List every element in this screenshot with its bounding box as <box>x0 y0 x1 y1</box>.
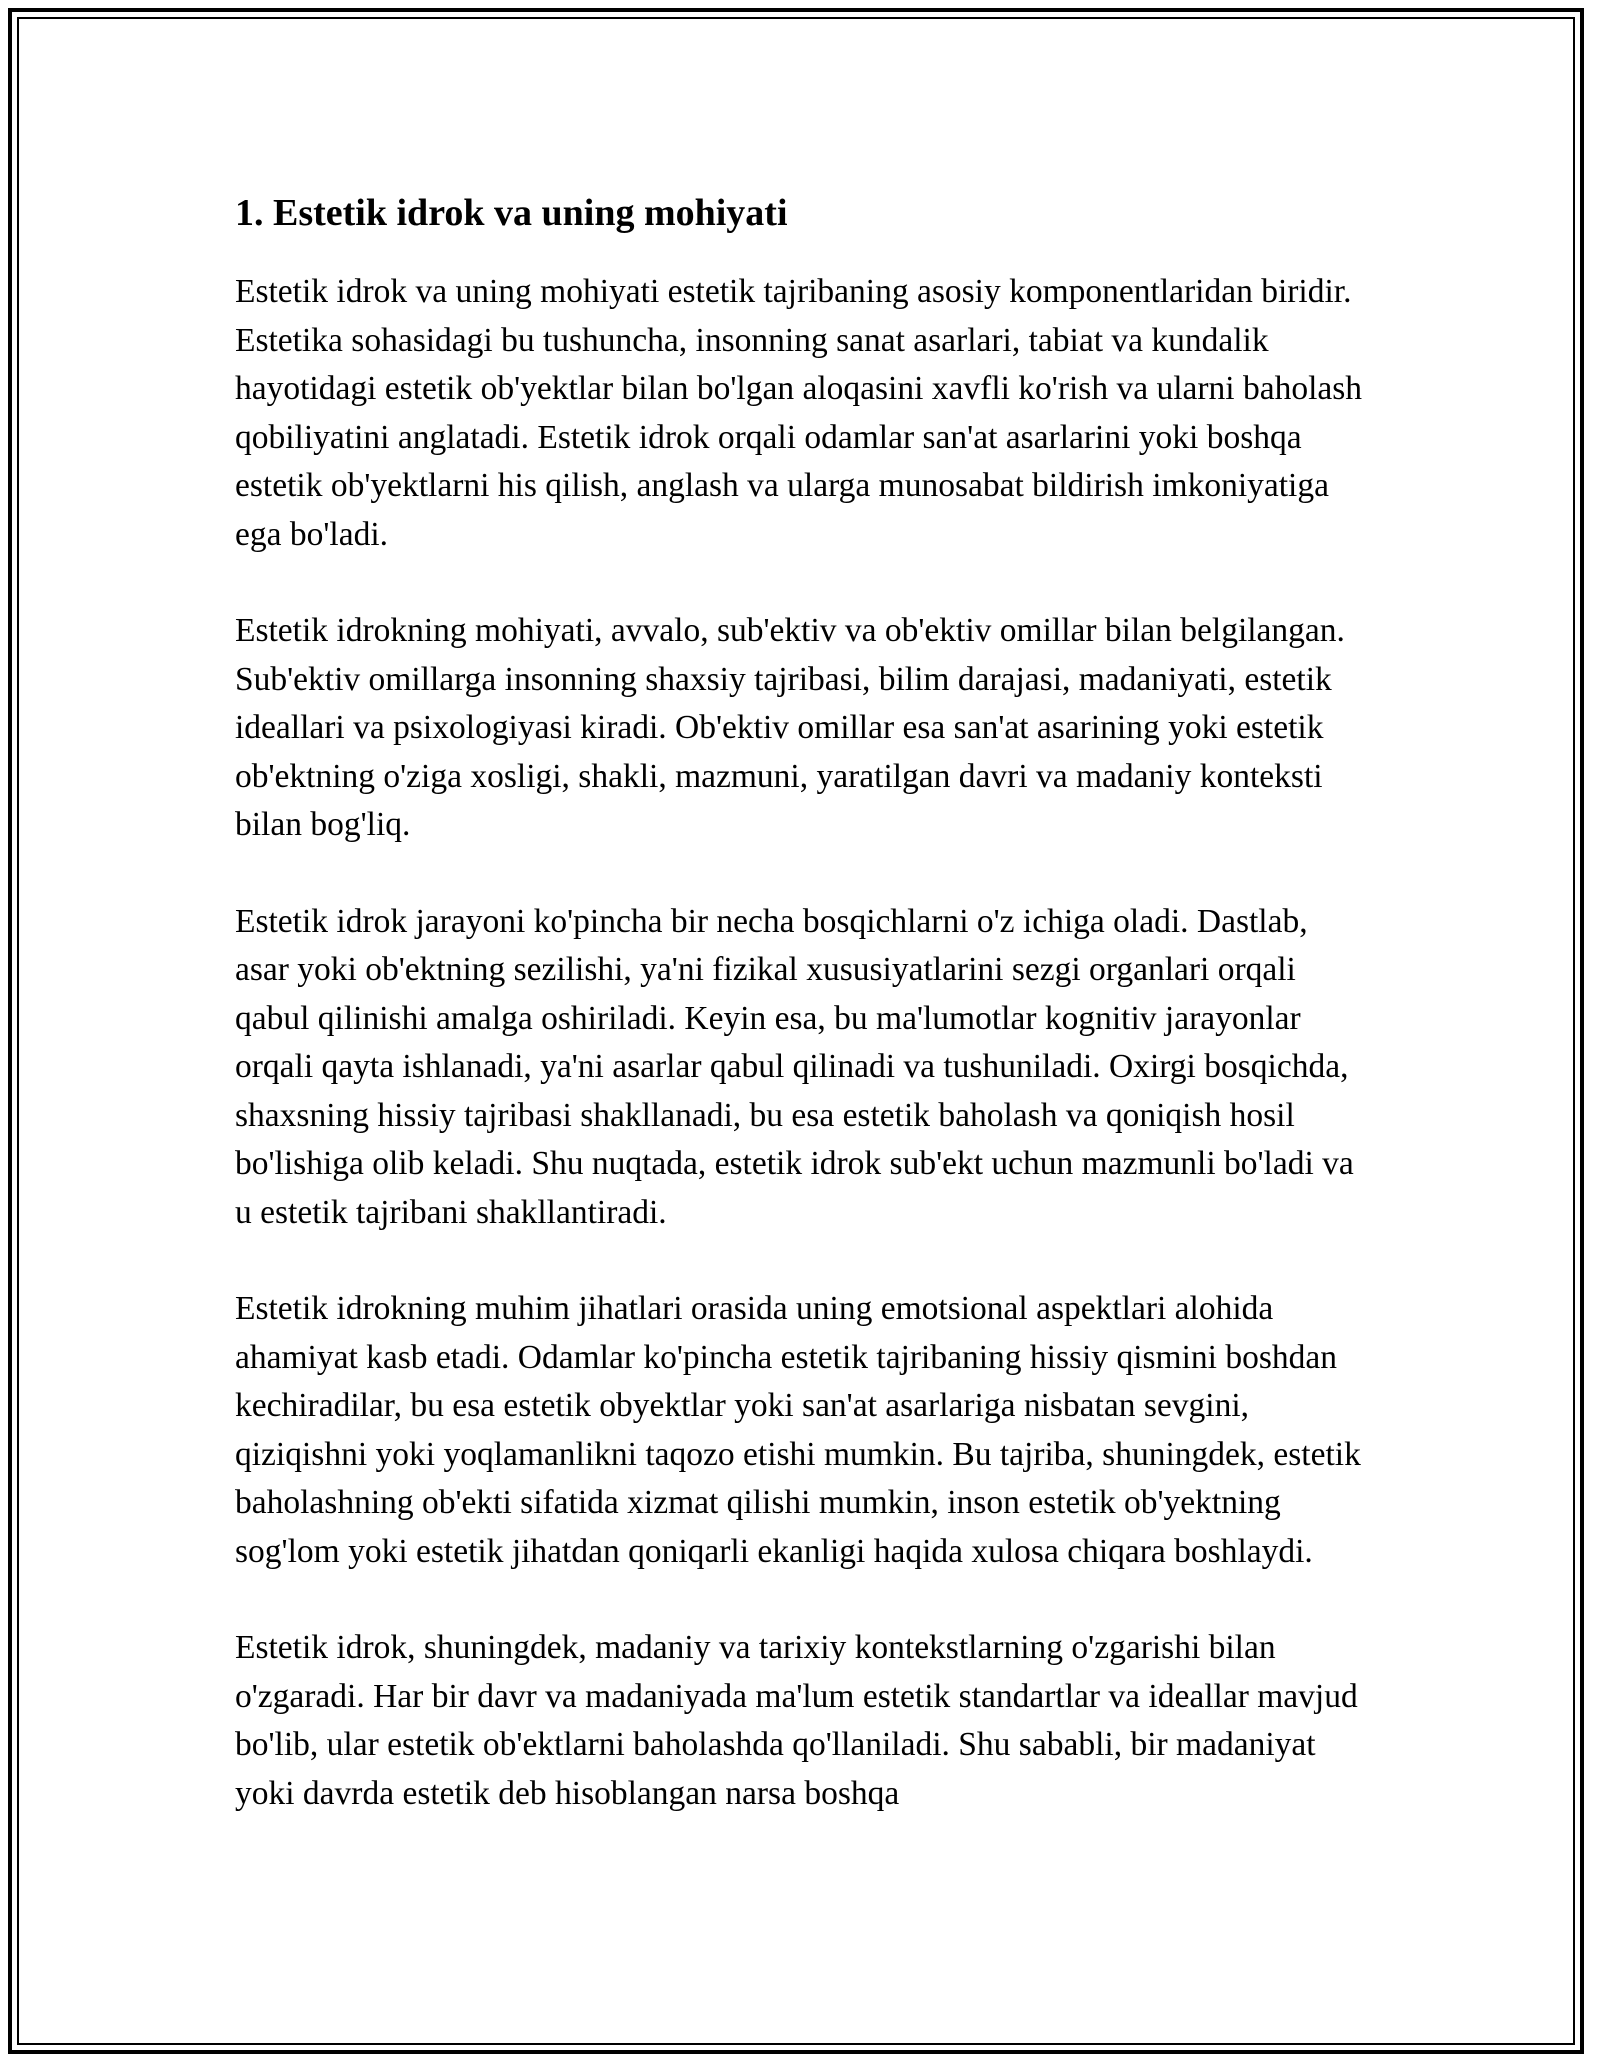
paragraph-2: Estetik idrokning mohiyati, avvalo, sub'ektiv va ob'ektiv omillar bilan belgilangan. Sub'ektiv omillarga insonning shaxsiy tajribasi, bilim darajasi, madaniyati, estetik ideallari va psixologiyasi kiradi. Ob'ektiv omillar esa san'at asarining yoki estetik ob'ektning o'ziga xosligi, shakli, mazmuni, yaratilgan davri va madaniy konteksti bilan bog'liq. <box>235 612 1345 843</box>
document-body <box>235 188 1365 1818</box>
section-heading: 1. Estetik idrok va uning mohiyati <box>235 192 788 234</box>
paragraph-4: Estetik idrokning muhim jihatlari orasida uning emotsional aspektlari alohida ahamiyat kasb etadi. Odamlar ko'pincha estetik tajribaning hissiy qismini boshdan kechiradilar, bu esa estetik obyektlar yoki san'at asarlariga nisbatan sevgini, qiziqishni yoki yoqlamanlikni taqozo etishi mumkin. Bu tajriba, shuningdek, estetik baholashning ob'ekti sifatida xizmat qilishi mumkin, inson estetik ob'yektning sog'lom yoki estetik jihatdan qoniqarli ekanligi haqida xulosa chiqara boshlaydi. <box>235 1290 1361 1570</box>
paragraph-3: Estetik idrok jarayoni ko'pincha bir necha bosqichlarni o'z ichiga oladi. Dastlab, asar yoki ob'ektning sezilishi, ya'ni fizikal xususiyatlarini sezgi organlari orqali qabul qilinishi amalga oshiriladi. Keyin esa, bu ma'lumotlar kognitiv jarayonlar orqali qayta ishlanadi, ya'ni asarlar qabul qilinadi va tushuniladi. Oxirgi bosqichda, shaxsning hissiy tajribasi shakllanadi, bu esa estetik baholash va qoniqish hosil bo'lishiga olib keladi. Shu nuqtada, estetik idrok sub'ekt uchun mazmunli bo'ladi va u estetik tajribani shakllantiradi. <box>235 902 1354 1231</box>
paragraph-5: Estetik idrok, shuningdek, madaniy va tarixiy kontekstlarning o'zgarishi bilan o'zgaradi. Har bir davr va madaniyada ma'lum estetik standartlar va ideallar mavjud bo'lib, ular estetik ob'ektlarni baholashda qo'llaniladi. Shu sababli, bir madaniyat yoki davrda estetik deb hisoblangan narsa boshqa <box>235 1629 1358 1812</box>
paragraph-1: Estetik idrok va uning mohiyati estetik tajribaning asosiy komponentlaridan biridir. Estetika sohasidagi bu tushuncha, insonning sanat asarlari, tabiat va kundalik hayotidagi estetik ob'yektlar bilan bo'lgan aloqasini xavfli ko'rish va ularni baholash qobiliyatini anglatadi. Estetik idrok orqali odamlar san'at asarlarini yoki boshqa estetik ob'yektlarni his qilish, anglash va ularga munosabat bildirish imkoniyatiga ega bo'ladi. <box>235 273 1363 553</box>
